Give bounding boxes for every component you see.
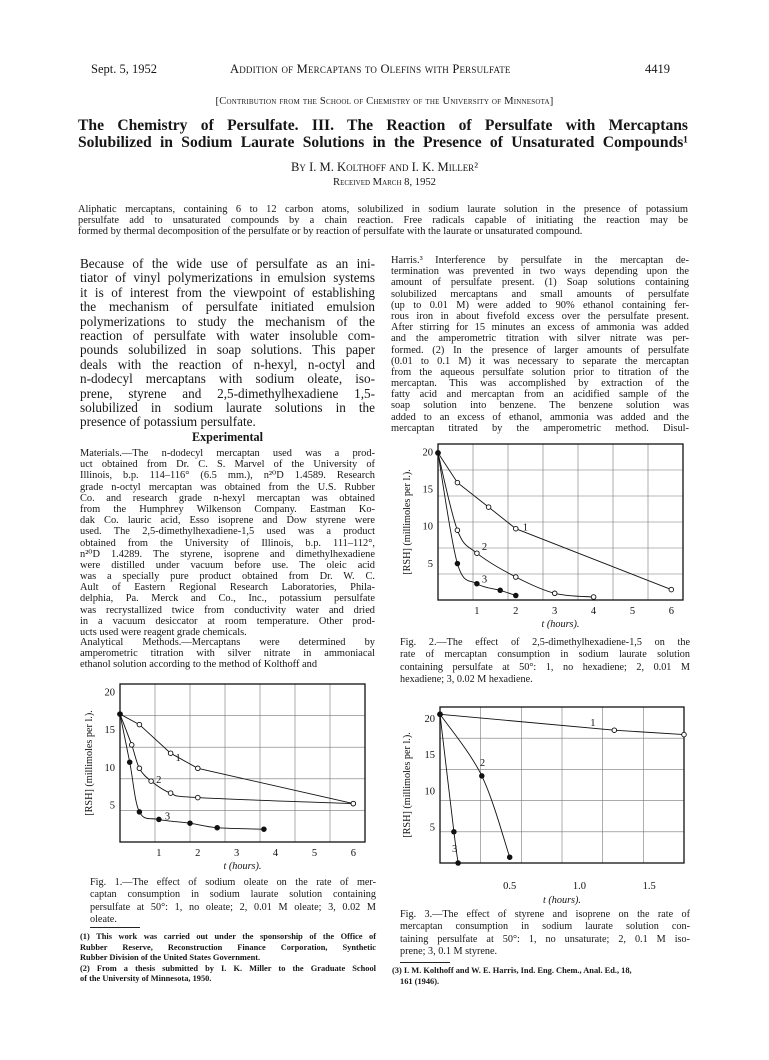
fig3-series-2-label: 2 (479, 757, 486, 769)
byline: By I. M. Kolthoff and I. K. Miller² (291, 160, 478, 174)
fig2-x-axis-label: t (hours). (541, 619, 580, 630)
fig3-series-1-label: 1 (590, 718, 596, 730)
analytical-line: amperometric titration with silver nitrate in ammoniacal (80, 648, 375, 660)
analytical-paragraph (80, 637, 375, 671)
footnotes-right (392, 966, 688, 987)
fig2-series-1-point (514, 526, 519, 531)
right-line: and the amperometric titration with silver nitrate was per- (391, 333, 689, 345)
materials-line: grade n-octyl mercaptan was obtained from the U.S. Rubber (80, 481, 375, 493)
fig2-x-tick-label: 4 (590, 606, 597, 617)
materials-line: ucts used were reagent grade chemicals. (80, 627, 247, 638)
fig1-series-2-point (149, 779, 154, 784)
introduction (80, 257, 375, 430)
fig3-series-2-line (440, 714, 510, 857)
fig1-series-1-point (168, 751, 173, 756)
header-running-title: Addition of Mercaptans to Olefins with Persulfate (230, 62, 511, 76)
fig2-series-3-point (498, 588, 503, 593)
fig1-y-tick-label: 10 (104, 762, 115, 774)
right-line: soap solution into benzene. The benzene solution was (391, 400, 689, 412)
fig2-y-tick-label: 15 (422, 484, 433, 496)
fig2-x-tick-label: 3 (552, 606, 558, 617)
footnote-line: (1) This work was carried out under the sponsorship of the Office of (80, 932, 376, 941)
materials-line: in a vacuum desiccator at room temperature. Other prod- (80, 615, 375, 627)
caption-line: Fig. 1.—The effect of sodium oleate on the rate of mer- (90, 877, 376, 888)
right-line: from the aqueous persulfate solution prior to titration of the (391, 366, 689, 378)
materials-paragraph (80, 448, 375, 638)
fig3-x-tick-label: 0.5 (503, 881, 517, 892)
materials-line: Illinois, b.p. 114–116° (6.5 mm.), n²⁰D 1.4589. Research (80, 470, 375, 482)
fig3-y-axis-label: [RSH] (millimoles per l.). (402, 732, 413, 838)
right-line: Harris.³ Interference by persulfate in the mercaptan de- (391, 255, 689, 266)
abstract-line: formed by thermal decomposition of the persulfate or by reaction of persulfate with the laurate or unsaturated compound. (78, 226, 583, 238)
fig1-x-tick-label: 3 (234, 848, 240, 859)
right-line: (0.01 to 0.1 M) it was necessary to separate the mercaptan (391, 355, 689, 367)
fig1-series-2-label: 2 (156, 775, 162, 787)
header-page-number: 4419 (645, 62, 670, 76)
fig1-y-axis-label: [RSH] (millimoles per l.). (84, 710, 95, 816)
fig2-x-tick-label: 1 (474, 606, 480, 617)
fig2-series-2-point (514, 575, 519, 580)
fig1-series-2-point (196, 795, 201, 800)
caption-line: taining persulfate at 50°: 1, no unsaturate; 2, 0.1 M iso- (400, 933, 690, 945)
fig2-x-tick-label: 5 (629, 606, 636, 617)
fig2-series-3-point (475, 581, 480, 586)
right-line: termination was prevented in two ways depending upon the (391, 266, 689, 278)
right-line: formed. (2) In the presence of larger amounts of persulfate (391, 344, 689, 356)
fig2-series-1-point (455, 480, 460, 485)
materials-line: was a specially pure product obtained from Dr. W. C. (80, 571, 375, 583)
figure-1-caption (90, 877, 376, 927)
materials-line: from the Humphrey Wilkenson Company. Eastman Ko- (80, 503, 375, 515)
fig1-series-3-point (262, 827, 267, 832)
right-line: fatty acid and mercaptan from an acidified sample of the (391, 389, 689, 401)
intro-line: pounds solubilized in soap solutions. This paper (80, 343, 375, 358)
fig1-series-3-point (137, 810, 142, 815)
fig2-series-2-label: 2 (481, 542, 488, 554)
fig2-series-2-point (475, 551, 480, 556)
fig2-x-tick-label: 6 (668, 606, 674, 617)
fig1-x-tick-label: 2 (195, 848, 201, 859)
materials-line: delphia, Pa. Merck and Co., Inc., potassium persulfate (80, 593, 375, 605)
methods-continued (391, 255, 689, 434)
right-line: (up to 0.01 M) were added to 90% ethanol containing fer- (391, 299, 689, 311)
materials-line: n²⁰D 1.4289. The styrene, isoprene and dimethylhexadiene (80, 548, 375, 560)
fig1-x-tick-label: 1 (156, 848, 162, 859)
footnote-rule-left (90, 927, 140, 928)
intro-line: reaction of persulfate with water insoluble com- (80, 328, 375, 343)
intro-line: polymerizations to study the mechanism of the (80, 314, 375, 329)
fig1-y-tick-label: 5 (109, 800, 115, 812)
fig3-series-2-point (507, 855, 512, 860)
fig1-series-2-point (137, 766, 142, 771)
fig1-series-3-label: 3 (164, 811, 171, 823)
right-line: rous iron in about fivefold excess over the persulfate present. (391, 310, 689, 322)
footnote-line: of the University of Minnesota, 1950. (80, 974, 212, 984)
intro-line: the mechanism of persulfate initiated emulsion (80, 300, 375, 315)
right-line: amount of persulfate present. (1) Soap solutions containing (391, 277, 689, 289)
fig1-y-tick-label: 15 (104, 725, 115, 737)
fig3-series-3-point (452, 830, 457, 835)
caption-line: Fig. 2.—The effect of 2,5-dimethylhexadiene-1,5 on the (400, 637, 690, 648)
fig2-series-3-point (455, 561, 460, 566)
right-line: After stirring for 15 minutes an excess of ammonia was added (391, 322, 689, 334)
right-line: added to an excess of ethanol, ammonia was added and the (391, 411, 689, 423)
fig1-series-3-point (118, 712, 123, 717)
footnote-line: (2) From a thesis submitted by I. K. Miller to the Graduate School (80, 963, 376, 973)
received-date: Received March 8, 1952 (333, 177, 436, 188)
fig3-y-tick-label: 10 (424, 786, 435, 798)
fig3-y-tick-label: 20 (424, 713, 435, 725)
fig3-series-1-point (612, 728, 617, 733)
caption-line: mercaptan consumption in sodium laurate solution con- (400, 921, 690, 933)
fig1-series-2-point (351, 801, 356, 806)
title-line-1: The Chemistry of Persulfate. III. The Reaction of Persulfate with Mercaptans (78, 117, 688, 134)
fig3-x-tick-label: 1.0 (572, 881, 586, 892)
header-date: Sept. 5, 1952 (91, 62, 157, 76)
footnote-line: (3) I. M. Kolthoff and W. E. Harris, Ind. Eng. Chem., Anal. Ed., 18, (392, 966, 632, 975)
materials-line: Ault of Eastern Regional Research Laboratories, Phila- (80, 582, 375, 594)
fig1-series-3-point (188, 821, 193, 826)
intro-line: Because of the wide use of persulfate as an ini- (80, 257, 375, 271)
fig1-y-tick-label: 20 (104, 687, 115, 699)
right-line: solubilized mercaptans and small amounts of persulfate (391, 288, 689, 300)
fig1-series-1-point (196, 766, 201, 771)
fig2-series-1-label: 1 (522, 522, 529, 534)
figure-2-chart (398, 436, 693, 636)
fig1-series-2-point (129, 743, 134, 748)
fig3-series-1-point (682, 732, 687, 737)
contribution-line: [Contribution from the School of Chemistry of the University of Minnesota] (215, 96, 554, 107)
fig2-y-axis-label: [RSH] (millimoles per l.). (402, 469, 413, 575)
intro-line: n-dodecyl mercaptans with sodium oleate, iso- (80, 372, 375, 387)
intro-line: presence of potassium persulfate. (80, 415, 256, 430)
caption-line: oleate. (90, 914, 117, 926)
materials-line: obtained from the University of Illinois, b.p. 111–112°, (80, 537, 375, 549)
materials-line: used. The 2,5-dimethylhexadiene-1,5 used was a product (80, 526, 375, 538)
fig3-x-tick-label: 1.5 (642, 881, 656, 892)
figure-3-chart (398, 697, 693, 907)
materials-line: were distilled under vacuum before use. The oleic acid (80, 559, 375, 571)
fig1-series-2-point (168, 791, 173, 796)
fig1-series-3-point (157, 817, 162, 822)
footnote-rule-right (400, 962, 450, 963)
right-line: mercaptan. This was accomplished by extraction of the (391, 378, 689, 390)
intro-line: deals with the reaction of n-hexyl, n-octyl and (80, 357, 375, 372)
figure-1-chart (80, 676, 375, 876)
title-line-2: Solubilized in Sodium Laurate Solutions in the Presence of Unsaturated Compounds¹ (78, 134, 688, 151)
fig1-x-tick-label: 6 (350, 848, 356, 859)
analytical-line: ethanol solution according to the method of Kolthoff and (80, 659, 318, 671)
fig2-series-2-point (552, 591, 557, 596)
fig3-y-tick-label: 15 (424, 750, 435, 762)
section-heading-experimental: Experimental (191, 430, 264, 444)
fig1-x-tick-label: 4 (272, 848, 279, 859)
intro-line: solubilized in sodium laurate solutions in the (80, 400, 375, 415)
fig2-series-3-point (436, 451, 441, 456)
fig2-series-3-point (514, 593, 519, 598)
footnote-line: 161 (1946). (400, 976, 440, 986)
fig3-series-2-point (480, 774, 485, 779)
caption-line: persulfate at 50°: 1, no oleate; 2, 0.01 M oleate; 3, 0.02 M (90, 901, 376, 913)
intro-line: it is of interest from the viewpoint of establishing (80, 285, 375, 300)
abstract (78, 204, 688, 238)
right-line: mercaptan titrated by the amperometric method. Disul- (391, 422, 689, 434)
materials-line: uct obtained from Dr. C. S. Marvel of the University of (80, 459, 375, 471)
caption-line: prene; 3, 0.1 M styrene. (400, 946, 498, 958)
intro-line: prene, styrene and 2,5-dimethylhexadiene 1,5- (80, 386, 375, 401)
caption-line: rate of mercaptan consumption in sodium laurate solution (400, 649, 690, 661)
footnotes-left (80, 932, 376, 985)
caption-line: containing persulfate at 50°: 1, no hexadiene; 2, 0.01 M (400, 661, 690, 673)
article-title (78, 117, 688, 151)
fig1-series-1-point (137, 722, 142, 727)
figure-2-caption (400, 637, 690, 687)
fig3-series-3-point (438, 712, 443, 717)
abstract-line: persulfate add to unsaturated compounds by a chain reaction. Free radicals capable of initiating the reaction may be (78, 215, 688, 227)
fig3-y-tick-label: 5 (429, 822, 435, 834)
figure-3-caption (400, 909, 690, 959)
fig2-series-1-point (669, 587, 674, 592)
fig1-series-1-label: 1 (175, 753, 181, 765)
footnote-line: Rubber Reserve, Reconstruction Finance Corporation, Synthetic (80, 942, 376, 952)
fig3-series-3-line (440, 714, 458, 863)
fig2-series-3-label: 3 (481, 574, 488, 586)
materials-line: dak Co. lauric acid, Esso isoprene and Dow styrene were (80, 515, 375, 527)
analytical-line: Analytical Methods.—Mercaptans were determined by (80, 637, 375, 648)
caption-line: hexadiene; 3, 0.02 M hexadiene. (400, 674, 533, 686)
materials-line: Materials.—The n-dodecyl mercaptan used was a prod- (80, 448, 375, 459)
fig3-series-3-label: 3 (451, 843, 458, 855)
fig2-x-tick-label: 2 (513, 606, 519, 617)
fig1-series-3-point (127, 760, 132, 765)
caption-line: Fig. 3.—The effect of styrene and isoprene on the rate of (400, 909, 690, 920)
fig2-series-2-point (591, 595, 596, 600)
materials-line: was recrystallized twice from conductivity water and dried (80, 604, 375, 616)
fig3-series-3-point (456, 861, 461, 866)
fig3-x-axis-label: t (hours). (543, 895, 581, 906)
footnote-line: Rubber Division of the United States Government. (80, 953, 261, 963)
fig2-y-tick-label: 5 (427, 558, 433, 570)
fig2-series-1-point (486, 505, 491, 510)
fig1-x-axis-label: t (hours). (223, 861, 262, 872)
fig2-series-2-point (455, 528, 460, 533)
fig2-y-tick-label: 10 (422, 521, 433, 533)
intro-line: tiator of vinyl polymerizations in emulsion systems (80, 271, 375, 286)
caption-line: captan consumption in sodium laurate solution containing (90, 889, 376, 901)
abstract-line: Aliphatic mercaptans, containing 6 to 12 carbon atoms, solubilized in sodium laurate solution in the presence of potassium (78, 204, 688, 215)
fig1-x-tick-label: 5 (311, 848, 318, 859)
materials-line: Co. and research grade n-hexyl mercaptan was obtained (80, 492, 375, 504)
fig1-series-3-point (215, 825, 220, 830)
fig2-y-tick-label: 20 (422, 447, 433, 459)
